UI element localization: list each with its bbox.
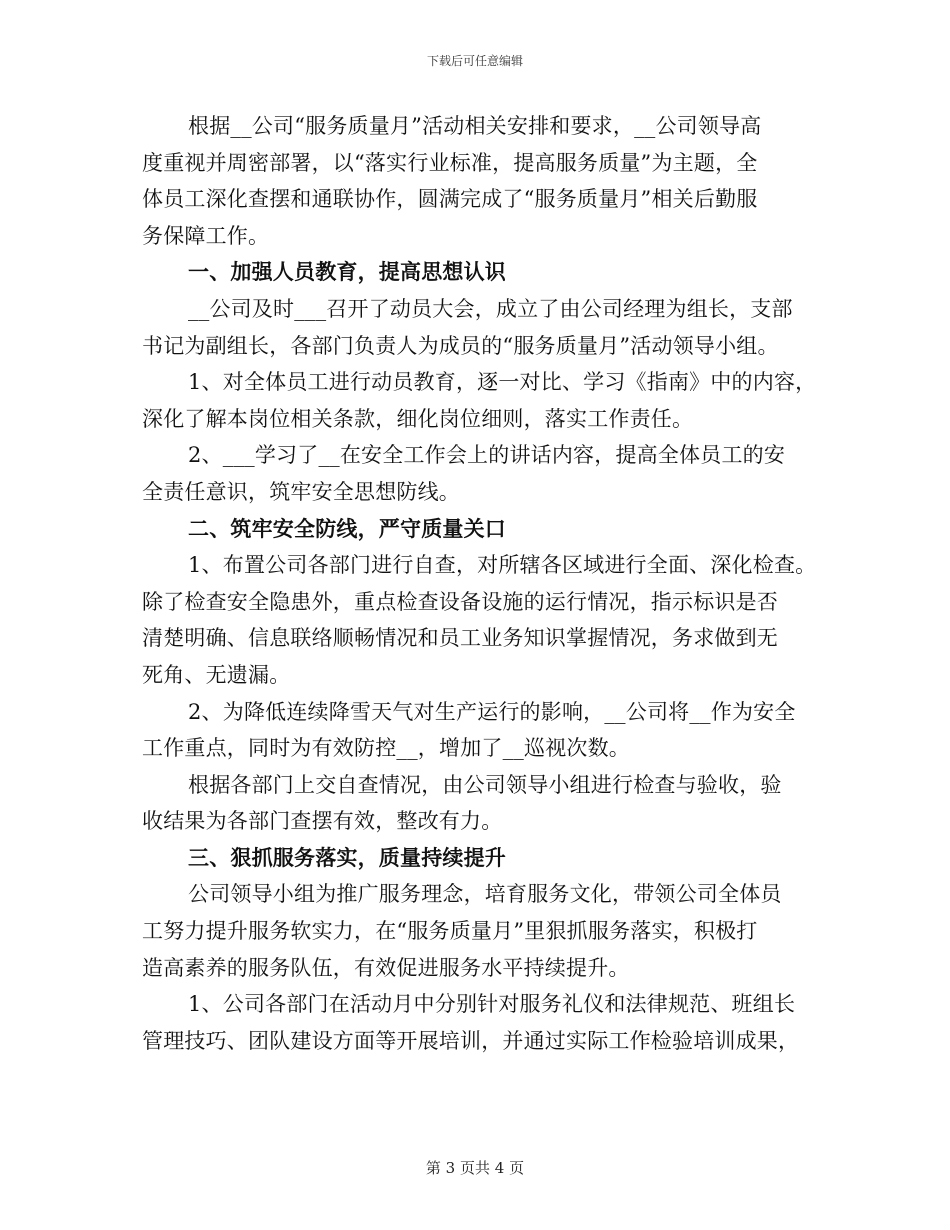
text-line: 清楚明确、信息联络顺畅情况和员工业务知识掌握情况，务求做到无 <box>142 626 778 651</box>
text-line: 公司领导小组为推广服务理念，培育服务文化，带领公司全体员 <box>188 882 782 907</box>
text-line: 2、___学习了__在安全工作会上的讲话内容，提高全体员工的安 <box>188 443 786 468</box>
section-heading: 三、狠抓服务落实，质量持续提升 <box>188 844 506 870</box>
text-line: 根据各部门上交自查情况，由公司领导小组进行检查与验收，验 <box>188 772 782 797</box>
text-line: 深化了解本岗位相关条款，细化岗位细则，落实工作责任。 <box>142 406 694 431</box>
text-line: 务保障工作。 <box>142 223 270 248</box>
document-body <box>142 108 832 1059</box>
text-line: 书记为副组长，各部门负责人为成员的“服务质量月”活动领导小组。 <box>142 333 779 358</box>
text-line: 1、布置公司各部门进行自查，对所辖各区域进行全面、深化检查。 <box>188 553 817 578</box>
text-line: 工作重点，同时为有效防控__，增加了__巡视次数。 <box>142 736 630 761</box>
text-line: 收结果为各部门查摆有效，整改有力。 <box>142 809 503 834</box>
text-line: 2、为降低连续降雪天气对生产运行的影响，__公司将__作为安全 <box>188 699 796 724</box>
section-heading: 一、加强人员教育，提高思想认识 <box>188 259 506 285</box>
text-line: 管理技巧、团队建设方面等开展培训，并通过实际工作检验培训成果， <box>142 1028 800 1053</box>
page-footer: 第 3 页共 4 页 <box>425 1159 525 1177</box>
text-line: 除了检查安全隐患外，重点检查设备设施的运行情况，指示标识是否 <box>142 589 778 614</box>
text-line: 度重视并周密部署，以“落实行业标准，提高服务质量”为主题，全 <box>142 150 758 175</box>
text-line: 1、对全体员工进行动员教育，逐一对比、学习《指南》中的内容， <box>188 370 817 395</box>
text-line: 造高素养的服务队伍，有效促进服务水平持续提升。 <box>142 955 630 980</box>
text-line: 体员工深化查摆和通联协作，圆满完成了“服务质量月”相关后勤服 <box>142 187 758 212</box>
text-line: 根据__公司“服务质量月”活动相关安排和要求，__公司领导高 <box>188 114 762 138</box>
text-line: 全责任意识，筑牢安全思想防线。 <box>142 479 460 504</box>
text-line: 1、公司各部门在活动月中分别针对服务礼仪和法律规范、班组长 <box>188 992 796 1017</box>
page-header: 下载后可任意编辑 <box>426 54 523 68</box>
text-line: __公司及时___召开了动员大会，成立了由公司经理为组长，支部 <box>188 296 793 321</box>
section-heading: 二、筑牢安全防线，严守质量关口 <box>188 515 506 541</box>
text-line: 工努力提升服务软实力，在“服务质量月”里狠抓服务落实，积极打 <box>142 919 758 944</box>
text-line: 死角、无遗漏。 <box>142 662 291 687</box>
